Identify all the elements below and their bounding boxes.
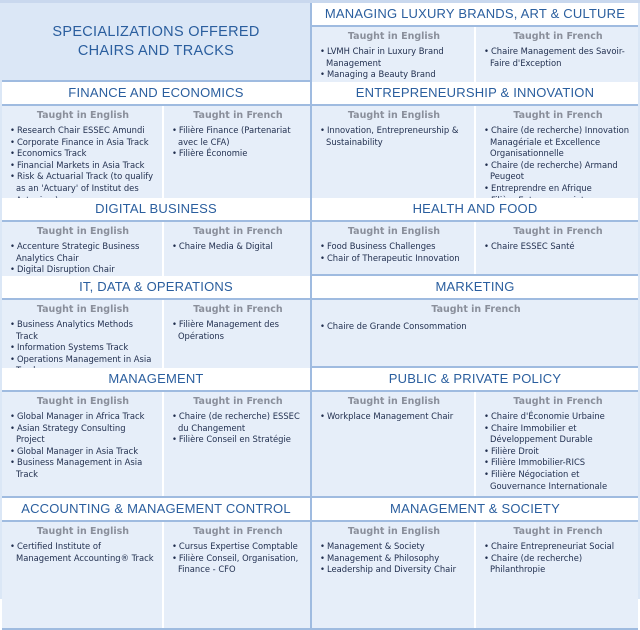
list-item: • Workplace Management Chair <box>320 411 468 423</box>
list-item: • Chaire Media & Digital <box>172 241 304 253</box>
list-item: • Filière Immobilier-RICS <box>484 457 632 469</box>
section-title: MANAGEMENT & SOCIETY <box>312 498 638 522</box>
french-heading: Taught in French <box>513 226 603 237</box>
list-item: • Operations Management in Asia <box>10 354 156 377</box>
section-marketing <box>312 276 638 368</box>
english-column <box>2 392 162 496</box>
list-item: • Filière Droit <box>484 446 632 458</box>
list-item: • Corporate Finance in Asia Track <box>10 137 156 149</box>
list-item: • Filière Conseil, Organisation, Finance - CFO <box>172 553 304 576</box>
english-list <box>10 411 156 481</box>
section-title: FINANCE AND ECONOMICS <box>2 82 310 106</box>
list-item: • Filière Finance (Partenariat avec le CFA) <box>172 125 304 148</box>
header-title-line2: CHAIRS AND TRACKS <box>77 42 235 59</box>
french-heading: Taught in French <box>193 110 283 121</box>
section-accounting <box>2 498 312 630</box>
list-item: • Chaire (de recherche) Armand Peugeot <box>484 160 632 183</box>
french-list <box>484 125 632 206</box>
english-heading: Taught in English <box>347 396 441 407</box>
list-item: • Filière Management des Opérations <box>172 319 304 342</box>
list-item: • Management & Society <box>320 541 468 553</box>
list-item: • Chaire (de recherche) Innovation Managériale et Excellence Organisationnelle <box>484 125 632 160</box>
french-column <box>474 27 638 83</box>
french-heading: Taught in French <box>513 31 603 42</box>
list-item: • Filière Économie <box>172 148 304 160</box>
list-item: • Food Business Challenges <box>320 241 468 253</box>
french-column <box>474 222 638 274</box>
french-column <box>162 522 310 628</box>
list-item: • Economics Track <box>10 148 156 160</box>
list-item: • Asian Strategy Consulting Project <box>10 423 156 446</box>
section-policy <box>312 368 638 498</box>
english-heading: Taught in English <box>347 526 441 537</box>
english-column <box>2 106 162 208</box>
list-item: • Digital Disruption Chair <box>10 264 156 276</box>
list-item: • Entreprendre en Afrique <box>484 183 632 195</box>
english-heading: Taught in English <box>36 304 130 315</box>
list-item: • Financial Markets in Asia Track <box>10 160 156 172</box>
french-column <box>474 106 638 208</box>
french-heading: Taught in French <box>513 396 603 407</box>
section-luxury <box>312 3 638 82</box>
section-society <box>312 498 638 630</box>
list-item: • Chaire de Grande Consommation <box>320 321 632 333</box>
list-item: • Cursus Expertise Comptable <box>172 541 304 553</box>
list-item: • Leadership and Diversity Chair <box>320 564 468 576</box>
list-item: • Chaire (de recherche) ESSEC du Changement <box>172 411 304 434</box>
french-heading: Taught in French <box>193 526 283 537</box>
french-column <box>312 300 638 366</box>
section-management <box>2 368 312 498</box>
english-heading: Taught in English <box>347 31 441 42</box>
english-list <box>10 541 156 564</box>
english-column <box>312 222 474 274</box>
french-column <box>162 106 310 208</box>
list-item: • Chaire Management des Savoir-Faire d'Exception <box>484 46 632 69</box>
french-list <box>484 46 632 69</box>
english-column <box>2 222 162 278</box>
section-title: ENTREPRENEURSHIP & INNOVATION <box>312 82 638 106</box>
list-item: • Chaire Entrepreneuriat Social <box>484 541 632 553</box>
section-title: PUBLIC & PRIVATE POLICY <box>312 368 638 392</box>
english-heading: Taught in English <box>347 226 441 237</box>
french-column <box>162 222 310 278</box>
list-item: • Filière Conseil en Stratégie <box>172 434 304 446</box>
section-title: HEALTH AND FOOD <box>312 198 638 222</box>
english-heading: Taught in English <box>347 110 441 121</box>
french-list <box>484 241 632 253</box>
english-list <box>320 241 468 264</box>
english-list <box>10 125 156 206</box>
french-list <box>172 319 304 342</box>
list-item: • Filière Négociation et Gouvernance Internationale <box>484 469 632 492</box>
list-item: • LVMH Chair in Luxury Brand Management <box>320 46 468 69</box>
list-item: • Business Analytics Methods Track <box>10 319 156 342</box>
list-item: • Chair of Therapeutic Innovation <box>320 253 468 265</box>
header-cell <box>2 3 312 82</box>
english-column <box>312 392 474 496</box>
french-list <box>172 241 304 253</box>
english-list <box>320 46 468 81</box>
english-heading: Taught in English <box>36 110 130 121</box>
french-list <box>172 541 304 576</box>
list-item: • Management & Philosophy <box>320 553 468 565</box>
section-title: DIGITAL BUSINESS <box>2 198 310 222</box>
list-item: • Risk & Actuarial Track (to qualify as an 'Actuary' of Institut des <box>10 171 156 206</box>
list-item: • Research Chair ESSEC Amundi <box>10 125 156 137</box>
section-title: MANAGEMENT <box>2 368 310 392</box>
french-heading: Taught in French <box>193 304 283 315</box>
section-title: ACCOUNTING & MANAGEMENT CONTROL <box>2 498 310 522</box>
list-item: • Certified Institute of Management Accounting® Track <box>10 541 156 564</box>
section-title: IT, DATA & OPERATIONS <box>2 276 310 300</box>
section-it <box>2 276 312 368</box>
english-list <box>320 411 468 423</box>
french-heading: Taught in French <box>193 396 283 407</box>
french-column <box>474 522 638 628</box>
english-list <box>320 125 468 148</box>
section-entrepreneurship <box>312 82 638 198</box>
french-heading: Taught in French <box>431 304 521 315</box>
english-column <box>312 27 474 83</box>
french-heading: Taught in French <box>193 226 283 237</box>
french-list <box>320 321 632 333</box>
section-title: MARKETING <box>312 276 638 300</box>
list-item: • Chaire (de recherche) Philanthropie <box>484 553 632 576</box>
list-item: • Chaire ESSEC Santé <box>484 241 632 253</box>
section-digital <box>2 198 312 276</box>
french-heading: Taught in French <box>513 110 603 121</box>
french-heading: Taught in French <box>513 526 603 537</box>
french-list <box>484 411 632 492</box>
list-item: • Innovation, Entrepreneurship & Sustainability <box>320 125 468 148</box>
list-item: • Accenture Strategic Business Analytics Chair <box>10 241 156 264</box>
english-column <box>312 522 474 628</box>
english-column <box>2 522 162 628</box>
english-column <box>312 106 474 208</box>
english-list <box>10 241 156 276</box>
list-item: • Global Manager in Africa Track <box>10 411 156 423</box>
list-item: • Business Management in Asia Track <box>10 457 156 480</box>
english-list <box>320 541 468 576</box>
header-title-line1: SPECIALIZATIONS OFFERED <box>52 23 260 40</box>
section-finance <box>2 82 312 198</box>
list-item: • Managing a Beauty Brand <box>320 69 468 81</box>
english-heading: Taught in English <box>36 226 130 237</box>
list-item: • Chaire Immobilier et Développement Durable <box>484 423 632 446</box>
list-item: • Global Manager in Asia Track <box>10 446 156 458</box>
section-health <box>312 198 638 276</box>
french-list <box>172 411 304 446</box>
french-list <box>172 125 304 160</box>
french-column <box>162 392 310 496</box>
list-item: • Information Systems Track <box>10 342 156 354</box>
list-item: • Chaire d'Économie Urbaine <box>484 411 632 423</box>
french-list <box>484 541 632 576</box>
english-heading: Taught in English <box>36 396 130 407</box>
french-column <box>474 392 638 496</box>
section-title: MANAGING LUXURY BRANDS, ART & CULTURE <box>312 3 638 27</box>
english-heading: Taught in English <box>36 526 130 537</box>
specializations-grid <box>2 3 638 597</box>
